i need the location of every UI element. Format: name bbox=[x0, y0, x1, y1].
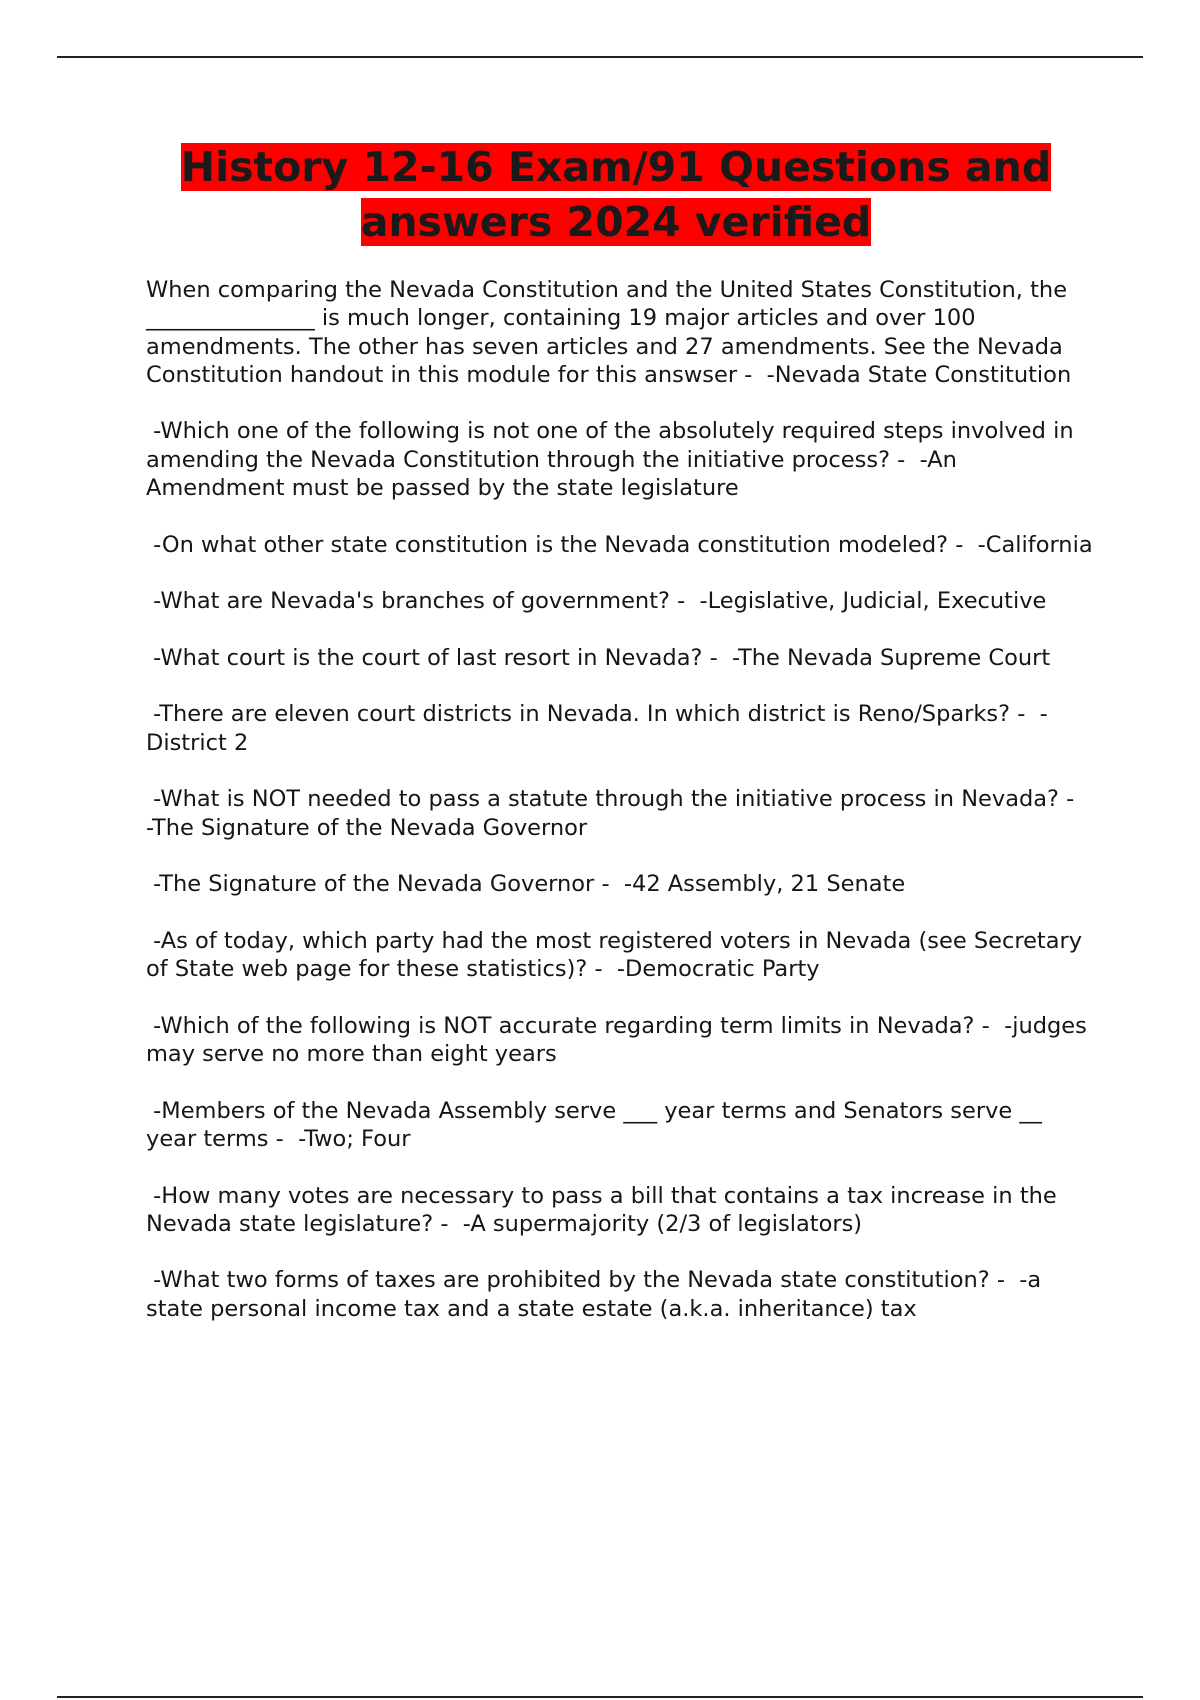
qa-entry: When comparing the Nevada Constitution and the United States Constitution, the _______________ is much longer, containing 19 major articles and over 100 amendments. The other has seven articles and 27 amendments. See the Nevada Constitution handout in this module for this answser - -Nevada State Constitution bbox=[146, 277, 1075, 388]
qa-entry: -How many votes are necessary to pass a bill that contains a tax increase in the Nevada state legislature? - -A supermajority (2/3 of legislators) bbox=[146, 1182, 1064, 1237]
qa-entry: -As of today, which party had the most registered voters in Nevada (see Secretary of State web page for these statistics)? - -Democratic Party bbox=[146, 927, 1090, 983]
qa-entry: -What is NOT needed to pass a statute through the initiative process in Nevada? - -The Signature of the Nevada Governor bbox=[146, 786, 1089, 841]
bottom-rule bbox=[57, 1696, 1143, 1698]
qa-entry: -Members of the Nevada Assembly serve ___ year terms and Senators serve __ year terms - -Two; Four bbox=[146, 1097, 1050, 1152]
qa-entry: -There are eleven court districts in Nevada. In which district is Reno/Sparks? - -District 2 bbox=[146, 701, 1048, 756]
qa-entry: -Which one of the following is not one of the absolutely required steps involved in amending the Nevada Constitution through the initiative process? - -An Amendment must be passed by the state legislature bbox=[146, 418, 1081, 502]
qa-entry: -Which of the following is NOT accurate regarding term limits in Nevada? - -judges may serve no more than eight years bbox=[146, 1012, 1094, 1068]
qa-entry: -What are Nevada's branches of government? - -Legislative, Judicial, Executive bbox=[146, 588, 1047, 615]
qa-entry: -What court is the court of last resort in Nevada? - -The Nevada Supreme Court bbox=[146, 644, 1051, 671]
qa-entry: -On what other state constitution is the Nevada constitution modeled? - -California bbox=[146, 531, 1093, 558]
qa-entry: -What two forms of taxes are prohibited by the Nevada state constitution? - -a state personal income tax and a state estate (a.k.a. inheritance) tax bbox=[146, 1267, 1049, 1322]
qa-entry: -The Signature of the Nevada Governor - -42 Assembly, 21 Senate bbox=[146, 871, 906, 898]
title-block bbox=[145, 140, 1087, 250]
top-rule bbox=[57, 56, 1143, 58]
qa-list bbox=[146, 276, 1094, 1351]
document-title: History 12-16 Exam/91 Questions and answers 2024 verified bbox=[180, 143, 1052, 246]
